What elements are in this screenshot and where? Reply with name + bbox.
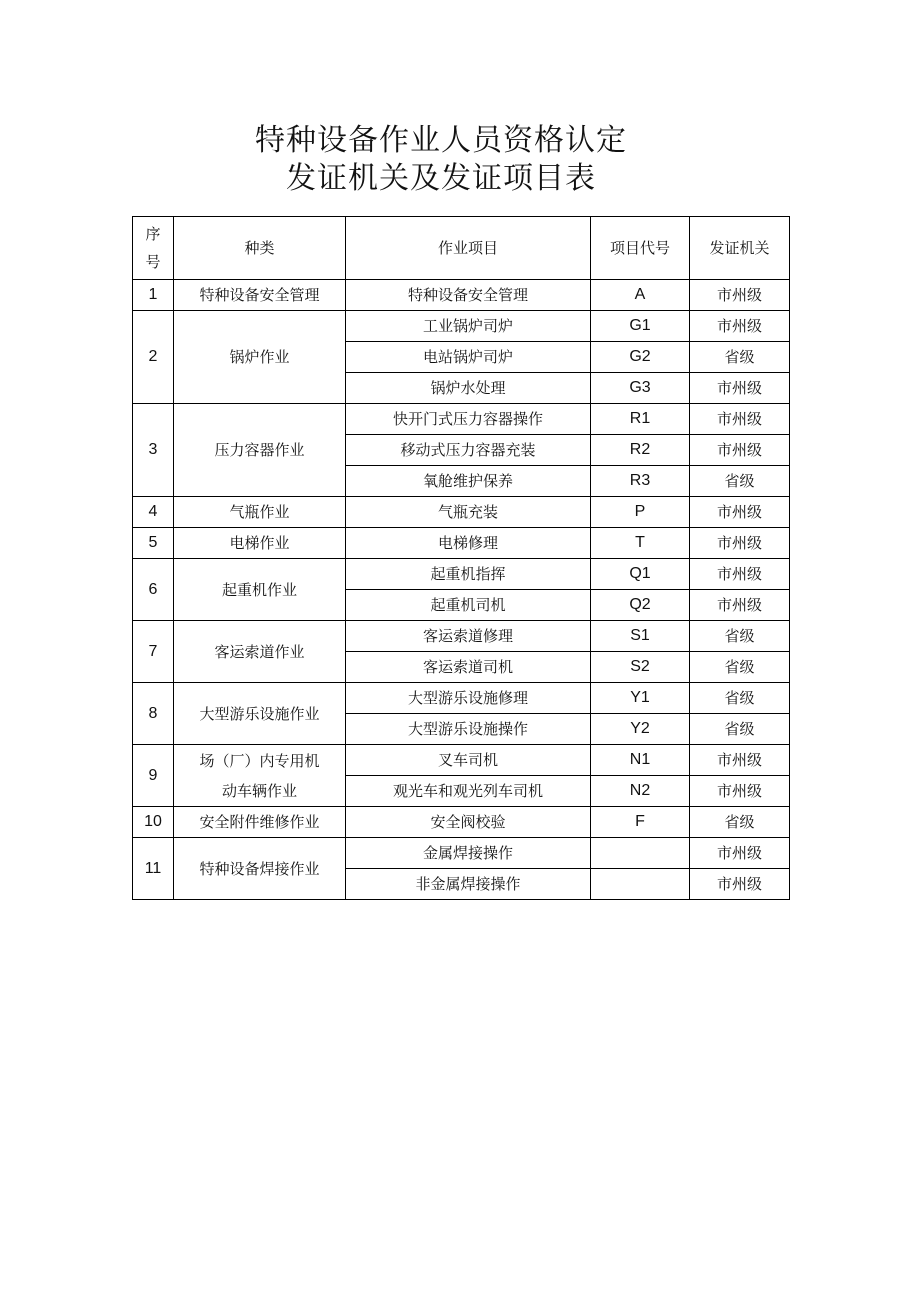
authority-cell: 市州级 <box>690 497 790 528</box>
header-category: 种类 <box>174 217 346 280</box>
seq-cell: 5 <box>133 528 174 559</box>
seq-cell: 3 <box>133 404 174 497</box>
item-cell: 客运索道修理 <box>346 621 591 652</box>
seq-cell: 4 <box>133 497 174 528</box>
category-line-1: 场（厂）内专用机 <box>199 751 320 770</box>
code-cell: P <box>591 497 690 528</box>
item-cell: 电梯修理 <box>346 528 591 559</box>
table-row <box>133 528 790 559</box>
code-cell <box>591 869 690 900</box>
document-title-line-2: 发证机关及发证项目表 <box>286 161 596 196</box>
item-cell: 安全阀校验 <box>346 807 591 838</box>
authority-cell: 市州级 <box>690 373 790 404</box>
authority-cell: 市州级 <box>690 838 790 869</box>
category-cell: 锅炉作业 <box>174 311 346 404</box>
item-cell: 锅炉水处理 <box>346 373 591 404</box>
code-cell: N2 <box>591 776 690 807</box>
header-seq-char-2: 号 <box>145 253 161 271</box>
header-code: 项目代号 <box>591 217 690 280</box>
authority-cell: 省级 <box>690 621 790 652</box>
table-row <box>133 745 790 776</box>
item-cell: 起重机司机 <box>346 590 591 621</box>
code-cell: G3 <box>591 373 690 404</box>
authority-cell: 市州级 <box>690 869 790 900</box>
document-title-line-1: 特种设备作业人员资格认定 <box>255 123 627 158</box>
table-row <box>133 621 790 652</box>
item-cell: 起重机指挥 <box>346 559 591 590</box>
code-cell: S1 <box>591 621 690 652</box>
category-cell: 客运索道作业 <box>174 621 346 683</box>
category-cell: 起重机作业 <box>174 559 346 621</box>
header-item: 作业项目 <box>346 217 591 280</box>
code-cell: Q1 <box>591 559 690 590</box>
seq-cell: 10 <box>133 807 174 838</box>
authority-cell: 省级 <box>690 683 790 714</box>
seq-cell: 2 <box>133 311 174 404</box>
code-cell: A <box>591 280 690 311</box>
seq-cell: 1 <box>133 280 174 311</box>
item-cell: 移动式压力容器充装 <box>346 435 591 466</box>
seq-cell: 11 <box>133 838 174 900</box>
table-row <box>133 404 790 435</box>
category-cell: 气瓶作业 <box>174 497 346 528</box>
item-cell: 气瓶充装 <box>346 497 591 528</box>
category-cell: 安全附件维修作业 <box>174 807 346 838</box>
authority-cell: 市州级 <box>690 404 790 435</box>
seq-cell: 6 <box>133 559 174 621</box>
item-cell: 金属焊接操作 <box>346 838 591 869</box>
item-cell: 工业锅炉司炉 <box>346 311 591 342</box>
item-cell: 非金属焊接操作 <box>346 869 591 900</box>
code-cell: G1 <box>591 311 690 342</box>
code-cell: Y1 <box>591 683 690 714</box>
item-cell: 客运索道司机 <box>346 652 591 683</box>
authority-cell: 省级 <box>690 466 790 497</box>
category-cell: 特种设备安全管理 <box>174 280 346 311</box>
code-cell: R2 <box>591 435 690 466</box>
header-seq <box>133 217 174 280</box>
table-row <box>133 311 790 342</box>
item-cell: 叉车司机 <box>346 745 591 776</box>
item-cell: 观光车和观光列车司机 <box>346 776 591 807</box>
authority-cell: 市州级 <box>690 776 790 807</box>
authority-cell: 省级 <box>690 714 790 745</box>
table-header-row <box>133 217 790 280</box>
authority-cell: 市州级 <box>690 280 790 311</box>
authority-cell: 省级 <box>690 342 790 373</box>
authority-cell: 市州级 <box>690 590 790 621</box>
authority-cell: 市州级 <box>690 435 790 466</box>
code-cell: G2 <box>591 342 690 373</box>
category-cell: 压力容器作业 <box>174 404 346 497</box>
category-cell <box>174 745 346 807</box>
code-cell: R3 <box>591 466 690 497</box>
code-cell <box>591 838 690 869</box>
code-cell: N1 <box>591 745 690 776</box>
table-row <box>133 683 790 714</box>
authority-cell: 市州级 <box>690 559 790 590</box>
category-cell: 电梯作业 <box>174 528 346 559</box>
authority-cell: 市州级 <box>690 311 790 342</box>
code-cell: S2 <box>591 652 690 683</box>
code-cell: Y2 <box>591 714 690 745</box>
certification-table <box>132 216 790 900</box>
code-cell: F <box>591 807 690 838</box>
item-cell: 大型游乐设施修理 <box>346 683 591 714</box>
table-row <box>133 838 790 869</box>
seq-cell: 7 <box>133 621 174 683</box>
authority-cell: 市州级 <box>690 745 790 776</box>
header-authority: 发证机关 <box>690 217 790 280</box>
code-cell: Q2 <box>591 590 690 621</box>
authority-cell: 省级 <box>690 807 790 838</box>
code-cell: T <box>591 528 690 559</box>
item-cell: 大型游乐设施操作 <box>346 714 591 745</box>
item-cell: 氧舱维护保养 <box>346 466 591 497</box>
table-row <box>133 280 790 311</box>
seq-cell: 8 <box>133 683 174 745</box>
category-cell: 大型游乐设施作业 <box>174 683 346 745</box>
category-line-2: 动车辆作业 <box>221 781 297 800</box>
category-cell: 特种设备焊接作业 <box>174 838 346 900</box>
item-cell: 电站锅炉司炉 <box>346 342 591 373</box>
authority-cell: 市州级 <box>690 528 790 559</box>
item-cell: 快开门式压力容器操作 <box>346 404 591 435</box>
table-row <box>133 497 790 528</box>
header-seq-char-1: 序 <box>145 225 161 243</box>
table-row <box>133 807 790 838</box>
code-cell: R1 <box>591 404 690 435</box>
authority-cell: 省级 <box>690 652 790 683</box>
table-row <box>133 559 790 590</box>
seq-cell: 9 <box>133 745 174 807</box>
item-cell: 特种设备安全管理 <box>346 280 591 311</box>
